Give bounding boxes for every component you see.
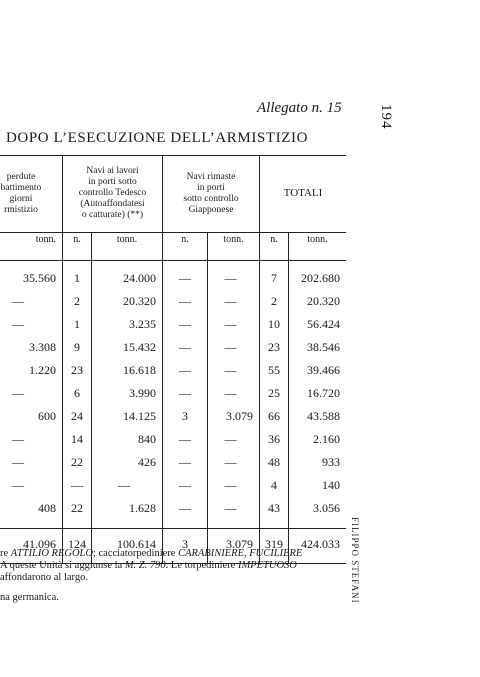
table-cell: 20.320 xyxy=(123,294,156,308)
table-cell: 1 xyxy=(74,317,80,331)
table-cell: 3.990 xyxy=(129,386,156,400)
table-cell: — xyxy=(12,386,24,400)
table-cell: 426 xyxy=(138,455,156,469)
table-cell: 24 xyxy=(71,409,83,423)
header-perdute xyxy=(0,156,62,231)
table-header xyxy=(0,156,346,261)
table-cell: — xyxy=(224,386,237,400)
table-cell: 3.308 xyxy=(29,340,56,354)
table-cell: 39.466 xyxy=(307,363,340,377)
table-cell: — xyxy=(224,455,237,469)
header-line: Navi rimaste xyxy=(186,171,236,182)
table-cell: — xyxy=(179,501,191,515)
table-cell: — xyxy=(224,294,237,308)
table-cell: 20.320 xyxy=(307,294,340,308)
unit-tonn: tonn. xyxy=(35,234,56,245)
summary-table xyxy=(0,155,346,564)
table-cell: — xyxy=(224,432,237,446)
footnote-line: na germanica. xyxy=(0,592,59,603)
table-cell: — xyxy=(12,294,24,308)
header-totali xyxy=(260,156,346,231)
table-cell: 933 xyxy=(322,455,340,469)
table-cell: 424.033 xyxy=(301,537,340,551)
table-cell: 408 xyxy=(38,501,56,515)
table-cell: — xyxy=(224,478,237,492)
header-line: giorni xyxy=(9,193,33,204)
table-cell: 43.588 xyxy=(307,409,340,423)
table-cell: — xyxy=(12,455,24,469)
note-ship-name: M. Z. 790 xyxy=(124,560,166,571)
table-cell: 38.546 xyxy=(307,340,340,354)
table-cell: 56.424 xyxy=(307,317,340,331)
table-cell: 1 xyxy=(74,271,80,285)
table-cell: — xyxy=(224,363,237,377)
note-ship-name: IMPETUOSO xyxy=(237,560,297,571)
table-cell: 23 xyxy=(268,340,280,354)
note-text: ; cacciatorpediniere xyxy=(92,548,179,559)
table-row xyxy=(0,428,346,451)
footnotes xyxy=(0,548,352,604)
col-divider xyxy=(62,156,63,260)
table-row xyxy=(0,497,346,520)
header-giapponese xyxy=(163,156,259,231)
header-divider xyxy=(0,232,346,233)
table-cell: — xyxy=(179,340,191,354)
col-divider xyxy=(91,232,92,260)
col-divider xyxy=(162,156,163,260)
note-ship-name: ATTILIO REGOLO xyxy=(10,548,93,559)
header-line: in porti xyxy=(197,182,225,193)
table-cell: — xyxy=(118,478,130,492)
unit-tonn: tonn. xyxy=(116,234,138,245)
table-cell: — xyxy=(179,478,191,492)
table-cell: 23 xyxy=(71,363,83,377)
unit-tonn: tonn. xyxy=(307,234,328,245)
table-cell: — xyxy=(71,478,83,492)
table-cell: 3.079 xyxy=(226,537,253,551)
table-cell: 41.096 xyxy=(23,537,56,551)
table-cell: 10 xyxy=(268,317,280,331)
table-cell: 140 xyxy=(322,478,340,492)
table-cell: 36 xyxy=(268,432,280,446)
table-cell: — xyxy=(179,317,191,331)
table-cell: — xyxy=(12,317,24,331)
table-row xyxy=(0,451,346,474)
table-cell: — xyxy=(179,271,191,285)
running-head: FILIPPO STEFANI xyxy=(350,517,360,604)
table-cell: 319 xyxy=(265,537,283,551)
table-cell: 14 xyxy=(71,432,83,446)
unit-n: n. xyxy=(73,234,81,245)
table-cell: 2.160 xyxy=(313,432,340,446)
table-row xyxy=(0,313,346,336)
table-cell: 48 xyxy=(268,455,280,469)
table-cell: — xyxy=(179,432,191,446)
table-row xyxy=(0,290,346,313)
table-cell: 4 xyxy=(271,478,277,492)
table-cell: 66 xyxy=(268,409,280,423)
footnote-line xyxy=(0,548,352,560)
header-line: perdute xyxy=(6,171,36,182)
table-row xyxy=(0,474,346,497)
col-divider xyxy=(288,232,289,260)
table-cell: 3.056 xyxy=(313,501,340,515)
table-cell: — xyxy=(179,363,191,377)
unit-tonn: tonn. xyxy=(223,234,244,245)
table-row xyxy=(0,267,346,290)
page-title: DOPO L’ESECUZIONE DELL’ARMISTIZIO xyxy=(6,130,309,146)
table-cell: — xyxy=(12,478,24,492)
table-cell: — xyxy=(12,432,24,446)
table-cell: 6 xyxy=(74,386,80,400)
table-row xyxy=(0,382,346,405)
table-cell: 15.432 xyxy=(123,340,156,354)
table-cell: — xyxy=(224,340,237,354)
note-text: . Le torpediniere xyxy=(165,560,238,571)
table-cell: 43 xyxy=(268,501,280,515)
table-cell: 100.614 xyxy=(117,537,156,551)
table-cell: — xyxy=(224,501,237,515)
table-cell: 202.680 xyxy=(301,271,340,285)
header-lavori xyxy=(63,156,162,231)
col-divider xyxy=(259,156,260,260)
table-cell: 840 xyxy=(138,432,156,446)
unit-n: n. xyxy=(270,234,278,245)
header-line: TOTALI xyxy=(283,187,323,199)
table-cell: — xyxy=(224,317,237,331)
footnote-line xyxy=(0,560,352,572)
header-line: in porti sotto xyxy=(88,177,137,187)
footnote-line: affondarono al largo. xyxy=(0,572,88,583)
table-cell: 55 xyxy=(268,363,280,377)
table-cell: 600 xyxy=(38,409,56,423)
table-cell: 3.079 xyxy=(226,409,253,423)
table-body xyxy=(0,261,346,528)
table-row xyxy=(0,359,346,382)
table-cell: 35.560 xyxy=(23,271,56,285)
table-cell: 2 xyxy=(271,294,277,308)
col-divider xyxy=(207,232,208,260)
table-cell: 22 xyxy=(71,501,83,515)
table-cell: 3 xyxy=(182,537,188,551)
table-cell: 25 xyxy=(268,386,280,400)
table-cell: 2 xyxy=(74,294,80,308)
table-cell: — xyxy=(179,386,191,400)
table-cell: 7 xyxy=(271,271,277,285)
table-row xyxy=(0,405,346,428)
table-cell: 9 xyxy=(74,340,80,354)
header-line: battimento xyxy=(0,182,42,193)
header-line: Navi ai lavori xyxy=(86,166,139,176)
header-line: rmistizio xyxy=(4,204,38,215)
header-line: controllo Tedesco xyxy=(78,188,147,198)
header-line: (Autoaffondatesi xyxy=(80,199,145,209)
table-cell: 22 xyxy=(71,455,83,469)
table-cell: 16.720 xyxy=(307,386,340,400)
table-cell: 3.235 xyxy=(129,317,156,331)
table-cell: 1.628 xyxy=(129,501,156,515)
table-cell: 1.220 xyxy=(29,363,56,377)
page-number: 194 xyxy=(378,104,394,130)
table-row xyxy=(0,336,346,359)
header-line: sotto controllo xyxy=(183,193,239,204)
note-text: re xyxy=(0,548,11,559)
note-ship-name: CARABINIERE, FUCILIERE xyxy=(178,548,303,559)
header-line: Giapponese xyxy=(188,204,234,215)
table-cell: 16.618 xyxy=(123,363,156,377)
table-cell: 124 xyxy=(68,537,86,551)
table-cell: — xyxy=(179,294,191,308)
table-cell: — xyxy=(224,271,237,285)
unit-n: n. xyxy=(181,234,189,245)
table-cell: 14.125 xyxy=(123,409,156,423)
allegato-label: Allegato n. 15 xyxy=(257,100,342,116)
table-cell: 24.000 xyxy=(123,271,156,285)
table-cell: — xyxy=(179,455,191,469)
table-cell: 3 xyxy=(182,409,188,423)
note-text: A queste Unità si aggiunse la xyxy=(0,560,125,571)
header-line: o catturate) (**) xyxy=(81,210,144,220)
